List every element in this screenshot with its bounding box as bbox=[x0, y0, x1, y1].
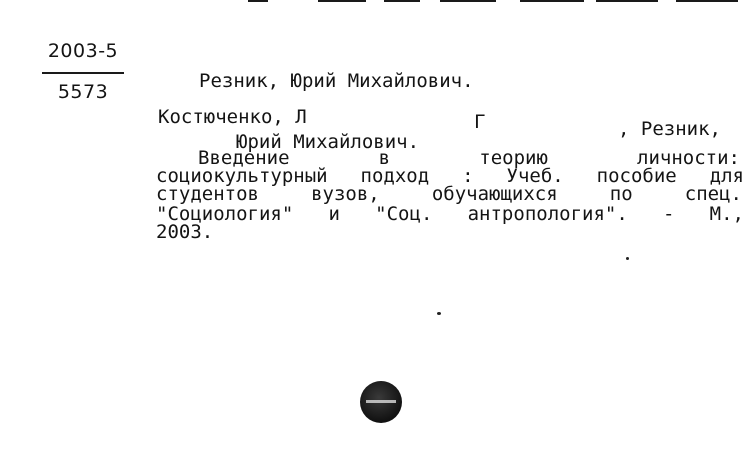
title-line-3: студентов вузов, обучающихся по спец. bbox=[156, 183, 742, 205]
heading-author: Резник, Юрий Михайлович. bbox=[199, 70, 474, 92]
top-edge-mark bbox=[596, 0, 658, 2]
authors-line-1-initial: Г bbox=[474, 111, 486, 133]
top-edge-mark bbox=[384, 0, 420, 2]
punch-hole-mark bbox=[366, 400, 396, 403]
top-edge-mark bbox=[440, 0, 496, 2]
authors-line-1-name: Костюченко, Л bbox=[158, 106, 307, 128]
top-edge-mark bbox=[248, 0, 268, 2]
scan-speck bbox=[626, 257, 629, 260]
top-edge-mark bbox=[520, 0, 584, 2]
scan-speck bbox=[437, 312, 441, 315]
title-line-5: 2003. bbox=[156, 221, 214, 243]
shelf-code: 2003-5 bbox=[47, 40, 119, 62]
top-edge-mark bbox=[676, 0, 738, 2]
title-line-4: "Социология" и "Соц. антропология". - М., bbox=[156, 203, 744, 225]
authors-line-1-coauthor: , Резник, bbox=[618, 118, 721, 140]
top-edge-mark bbox=[318, 0, 366, 2]
shelf-divider bbox=[42, 72, 124, 74]
inventory-number: 5573 bbox=[57, 81, 109, 103]
title-line-1: Введение в теорию личности: bbox=[198, 147, 740, 169]
title-line-2: социокультурный подход : Учеб. пособие для bbox=[156, 165, 744, 187]
authors-line-2: Юрий Михайлович. bbox=[236, 131, 420, 153]
